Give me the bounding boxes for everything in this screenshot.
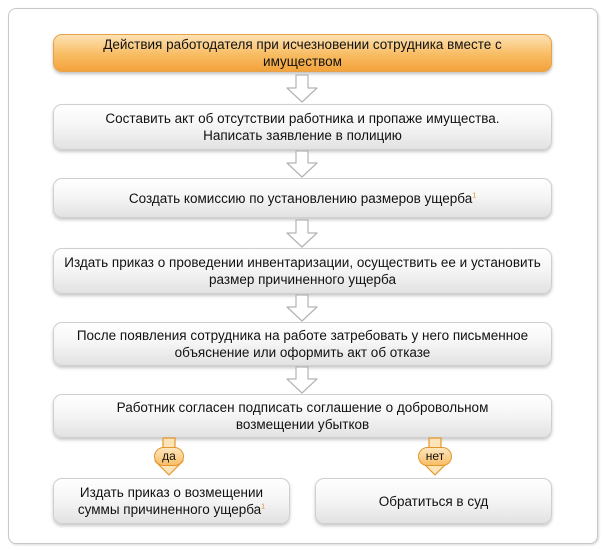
branch-yes-step <box>53 478 290 524</box>
step-3-text: Издать приказ о проведении инвентаризации, осуществить ее и установить размер причиненного ущерба <box>64 255 541 287</box>
yes-badge: да <box>154 447 184 466</box>
footnote-marker: 1 <box>261 503 266 511</box>
step-1 <box>53 104 552 150</box>
arrow-down-icon <box>285 74 319 104</box>
step-2-label <box>129 190 476 207</box>
header-text: Действия работодателя при исчезновении сотрудника вместе с имуществом <box>103 37 502 69</box>
step-4 <box>53 322 552 366</box>
arrow-down-icon <box>285 366 319 394</box>
footnote-marker: 1 <box>472 192 477 199</box>
step-2 <box>53 178 552 218</box>
step-2-text: Создать комиссию по установлению размеров ущерба <box>128 190 473 206</box>
step-1-text: Составить акт об отсутствии работника и пропаже имущества. Написать заявление в полицию <box>105 111 500 143</box>
arrow-down-icon <box>285 150 319 178</box>
branch-yes-text: Издать приказ о возмещении суммы причиненного ущерба <box>77 485 264 517</box>
step-5 <box>53 394 552 438</box>
step-4-text: После появления сотрудника на работе затребовать у него письменное объяснение или оформить акт об отказе <box>76 328 529 360</box>
arrow-down-icon <box>285 294 319 322</box>
branch-no-step <box>315 478 552 524</box>
flowchart-header <box>53 34 552 72</box>
branch-yes-label <box>62 484 281 518</box>
no-badge: нет <box>418 447 452 466</box>
step-5-text: Работник согласен подписать соглашение о добровольном возмещении убытков <box>116 400 489 432</box>
step-3 <box>53 248 552 294</box>
branch-no-text: Обратиться в суд <box>378 493 489 509</box>
arrow-down-icon <box>285 219 319 248</box>
